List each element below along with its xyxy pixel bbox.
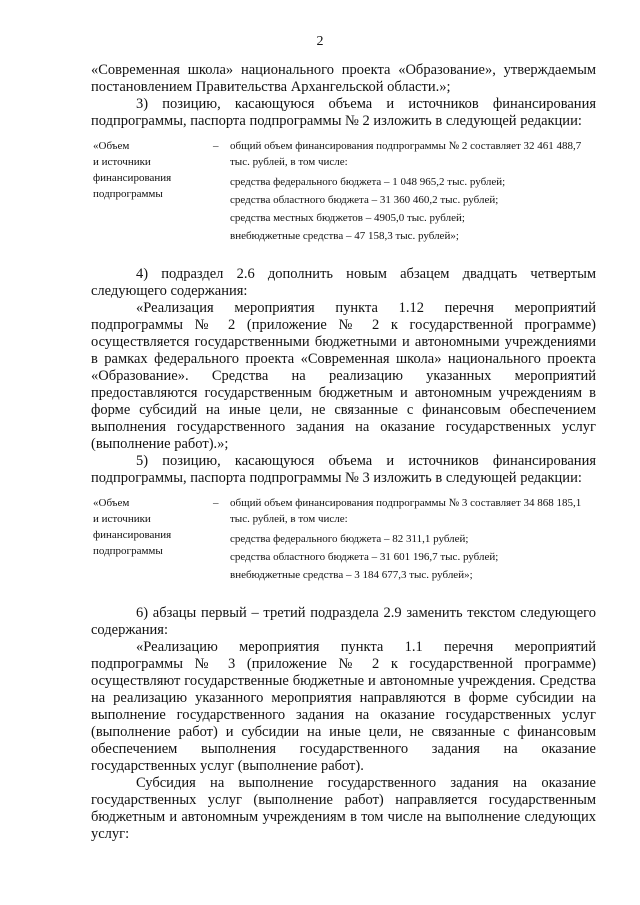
passport-table-2 bbox=[93, 495, 596, 585]
document-body bbox=[91, 62, 596, 843]
passport-item: средства областного бюджета – 31 601 196,7 тыс. рублей; bbox=[230, 551, 499, 563]
paragraph: 3) позицию, касающуюся объема и источников финансирования подпрограммы, паспорта подпрограммы № 2 изложить в следующей редакции: bbox=[91, 96, 596, 129]
passport-item: общий объем финансирования подпрограммы № 2 составляет 32 461 488,7 тыс. рублей, в том числе: bbox=[230, 140, 582, 168]
passport-dash: – bbox=[213, 140, 219, 152]
passport-item: средства местных бюджетов – 4905,0 тыс. рублей; bbox=[230, 212, 465, 224]
paragraph: 6) абзацы первый – третий подраздела 2.9 заменить текстом следующего содержания: bbox=[91, 605, 596, 638]
passport-items bbox=[230, 495, 596, 585]
passport-item: средства федерального бюджета – 82 311,1 рублей; bbox=[230, 533, 469, 545]
paragraph: 4) подраздел 2.6 дополнить новым абзацем двадцать четвертым следующего содержания: bbox=[91, 266, 596, 299]
passport-item: внебюджетные средства – 3 184 677,3 тыс. рублей»; bbox=[230, 569, 473, 581]
passport-table-1 bbox=[93, 138, 596, 246]
passport-item: средства федерального бюджета – 1 048 965,2 тыс. рублей; bbox=[230, 176, 506, 188]
paragraph: «Реализация мероприятия пункта 1.12 перечня мероприятий подпрограммы № 2 (приложение № 2 к государственной программе) осуществляется государственными бюджетными и автономными учреждениями в рамках федерального проекта «Современная школа» национального проекта «Образование». Средства на реализацию указанных мероприятий предоставляются государственным бюджетным и автономным учреждениям в форме субсидий на иные цели, не связанные с финансовым обеспечением выполнения государственного задания на оказание государственных услуг (выполнение работ).»; bbox=[91, 300, 596, 452]
paragraph: «Реализацию мероприятия пункта 1.1 перечня мероприятий подпрограммы № 3 (приложение № 2 к государственной программе) осуществляют государственные бюджетные и автономные учреждения. Средства на реализацию указанного мероприятия направляются в форме субсидии на выполнение государственного задания на оказание государственных услуг (выполнение работ) и субсидии на иные цели, не связанные с финансовым обеспечением выполнения государственного задания на оказание государственных услуг (выполнение работ). bbox=[91, 639, 596, 774]
passport-item: общий объем финансирования подпрограммы № 3 составляет 34 868 185,1 тыс. рублей, в том числе: bbox=[230, 497, 582, 525]
passport-label: «Объем и источники финансирования подпрограммы bbox=[93, 140, 172, 200]
paragraph: 5) позицию, касающуюся объема и источников финансирования подпрограммы, паспорта подпрограммы № 3 изложить в следующей редакции: bbox=[91, 453, 596, 486]
passport-label: «Объем и источники финансирования подпрограммы bbox=[93, 497, 172, 557]
passport-item: средства областного бюджета – 31 360 460,2 тыс. рублей; bbox=[230, 194, 499, 206]
passport-item: внебюджетные средства – 47 158,3 тыс. рублей»; bbox=[230, 230, 459, 242]
paragraph: Субсидия на выполнение государственного задания на оказание государственных услуг (выполнение работ) направляется государственным бюджетным и автономным учреждениям в том числе на выполнение следующих услуг: bbox=[91, 775, 596, 842]
passport-dash: – bbox=[213, 497, 219, 509]
paragraph: «Современная школа» национального проекта «Образование», утверждаемым постановлением Правительства Архангельской области.»; bbox=[91, 62, 596, 95]
passport-items bbox=[230, 138, 596, 246]
page-number: 2 bbox=[316, 34, 324, 49]
